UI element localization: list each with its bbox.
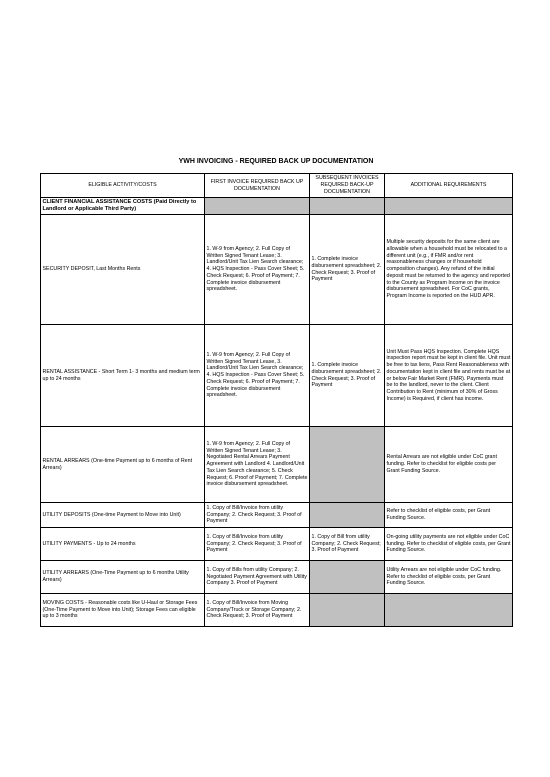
- activity-cell: RENTAL ASSISTANCE - Short Term 1- 3 months and medium term up to 24 months: [41, 325, 205, 427]
- table-row: [41, 215, 513, 325]
- activity-cell: UTILITY ARREARS (One-Time Payment up to 6 months Utility Arrears): [41, 561, 205, 594]
- first-invoice-cell: 1. Copy of Bills from utility Company; 2. Negotiated Payment Agreement with Utility Company 3. Proof of Payment: [205, 561, 310, 594]
- additional-requirements-cell: Rental Arrears are not eligible under CoC grant funding. Refer to checklist for eligible costs per Grant Funding Source.: [385, 427, 513, 503]
- additional-requirements-cell: Multiple security deposits for the same client are allowable when a household must be relocated to a different unit (e.g., if FMR and/or rent reasonableness changes or if household composition changes). Any refund of the initial deposit must be returned to the agency and reported to the County as Program Income on the invoice disbursement spreadsheet. For CoC grants, Program Income is reported on the HUD APR.: [385, 215, 513, 325]
- documentation-table: [40, 173, 513, 627]
- table-row: [41, 427, 513, 503]
- section-fill: [310, 198, 385, 215]
- table-header-row: [41, 174, 513, 198]
- document-title: YWH INVOICING - REQUIRED BACK UP DOCUMENTATION: [178, 158, 374, 165]
- table-row: [41, 594, 513, 627]
- first-invoice-cell: 1. W-9 from Agency; 2. Full Copy of Written Signed Tenant Lease; 3. Landlord/Unit Tax Lien Search clearance; 4. HQS Inspection - Pass Cover Sheet; 5. Check Request; 6. Proof of Payment; 7. Complete invoice disbursement spreadsheet.: [205, 215, 310, 325]
- subsequent-invoice-cell: 1. Copy of Bill from utility Company; 2. Check Request; 3. Proof of Payment: [310, 528, 385, 561]
- additional-requirements-cell: [385, 594, 513, 627]
- first-invoice-cell: 1. W-9 from Agency; 2. Full Copy of Written Signed Tenant Lease, 3. Landlord/Unit Tax Lien Search clearance; 4. HQS Inspection - Pass Cover Sheet; 5. Check Request; 6. Proof of Payment; 7. Complete invoice disbursement spreadsheet.: [205, 325, 310, 427]
- activity-cell: UTILITY DEPOSITS (One-time Payment to Move into Unit): [41, 503, 205, 528]
- table-row: [41, 325, 513, 427]
- section-row: [41, 198, 513, 215]
- subsequent-invoice-cell: [310, 503, 385, 528]
- additional-requirements-cell: Unit Must Pass HQS Inspection. Complete HQS inspection report must be kept in client file. Unit must be free to tax liens, Pass Rent Reasonableness with documentation kept in client file and rents must be at or below Fair Market Rent (FMR). Payments must be to the landlord, never to the client. Client Contribution to Rent (minimum of 30% of Gross Income) is Required, if client has income.: [385, 325, 513, 427]
- header-eligible-activity: ELIGIBLE ACTIVITY/COSTS: [41, 174, 205, 198]
- additional-requirements-cell: Utility Arrears are not eligible under CoC funding. Refer to checklist of eligible costs, per Grant Funding Source.: [385, 561, 513, 594]
- subsequent-invoice-cell: [310, 594, 385, 627]
- table-row: [41, 528, 513, 561]
- activity-cell: RENTAL ARREARS (One-time Payment up to 6 months of Rent Arrears): [41, 427, 205, 503]
- additional-requirements-cell: Refer to checklist of eligible costs, per Grant Funding Source.: [385, 503, 513, 528]
- first-invoice-cell: 1. Copy of Bill/Invoice from Moving Company/Truck or Storage Company; 2. Check Request; 3. Proof of Payment: [205, 594, 310, 627]
- first-invoice-cell: 1. Copy of Bill/Invoice from utility Company; 2. Check Request; 3. Proof of Payment: [205, 503, 310, 528]
- activity-cell: SECURITY DEPOSIT, Last Months Rents: [41, 215, 205, 325]
- additional-requirements-cell: On-going utility payments are not eligible under CoC funding. Refer to checklist of eligible costs, per Grant Funding Source.: [385, 528, 513, 561]
- table-row: [41, 561, 513, 594]
- subsequent-invoice-cell: 1. Complete invoice disbursement spreadsheet; 2. Check Request; 3. Proof of Payment: [310, 215, 385, 325]
- header-additional-requirements: ADDITIONAL REQUIREMENTS: [385, 174, 513, 198]
- first-invoice-cell: 1. W-9 from Agency; 2. Full Copy of Written Signed Tenant Lease; 3. Negotiated Rental Arrears Payment Agreement with Landlord 4. Landlord/Unit Tax Lien Search clearance; 5. Check Request; 6. Proof of Payment; 7. Complete invoice disbursement spreadsheet.: [205, 427, 310, 503]
- activity-cell: UTILITY PAYMENTS - Up to 24 months: [41, 528, 205, 561]
- subsequent-invoice-cell: 1. Complete invoice disbursement spreadsheet; 2. Check Request; 3. Proof of Payment: [310, 325, 385, 427]
- header-first-invoice: FIRST INVOICE REQUIRED BACK UP DOCUMENTATION: [205, 174, 310, 198]
- activity-cell: MOVING COSTS - Reasonable costs like U-Haul or Storage Fees (One-Time Payment to Move into Unit); Storage Fees can eligible up to 3 months: [41, 594, 205, 627]
- first-invoice-cell: 1. Copy of Bill/Invoice from utility Company; 2. Check Request; 3. Proof of Payment: [205, 528, 310, 561]
- subsequent-invoice-cell: [310, 561, 385, 594]
- section-fill: [205, 198, 310, 215]
- table-row: [41, 503, 513, 528]
- section-fill: [385, 198, 513, 215]
- subsequent-invoice-cell: [310, 427, 385, 503]
- section-label: CLIENT FINANCIAL ASSISTANCE COSTS (Paid Directly to Landlord or Applicable Third Party): [41, 198, 205, 215]
- header-subsequent-invoices: SUBSEQUENT INVOICES REQUIRED BACK-UP DOCUMENTATION: [310, 174, 385, 198]
